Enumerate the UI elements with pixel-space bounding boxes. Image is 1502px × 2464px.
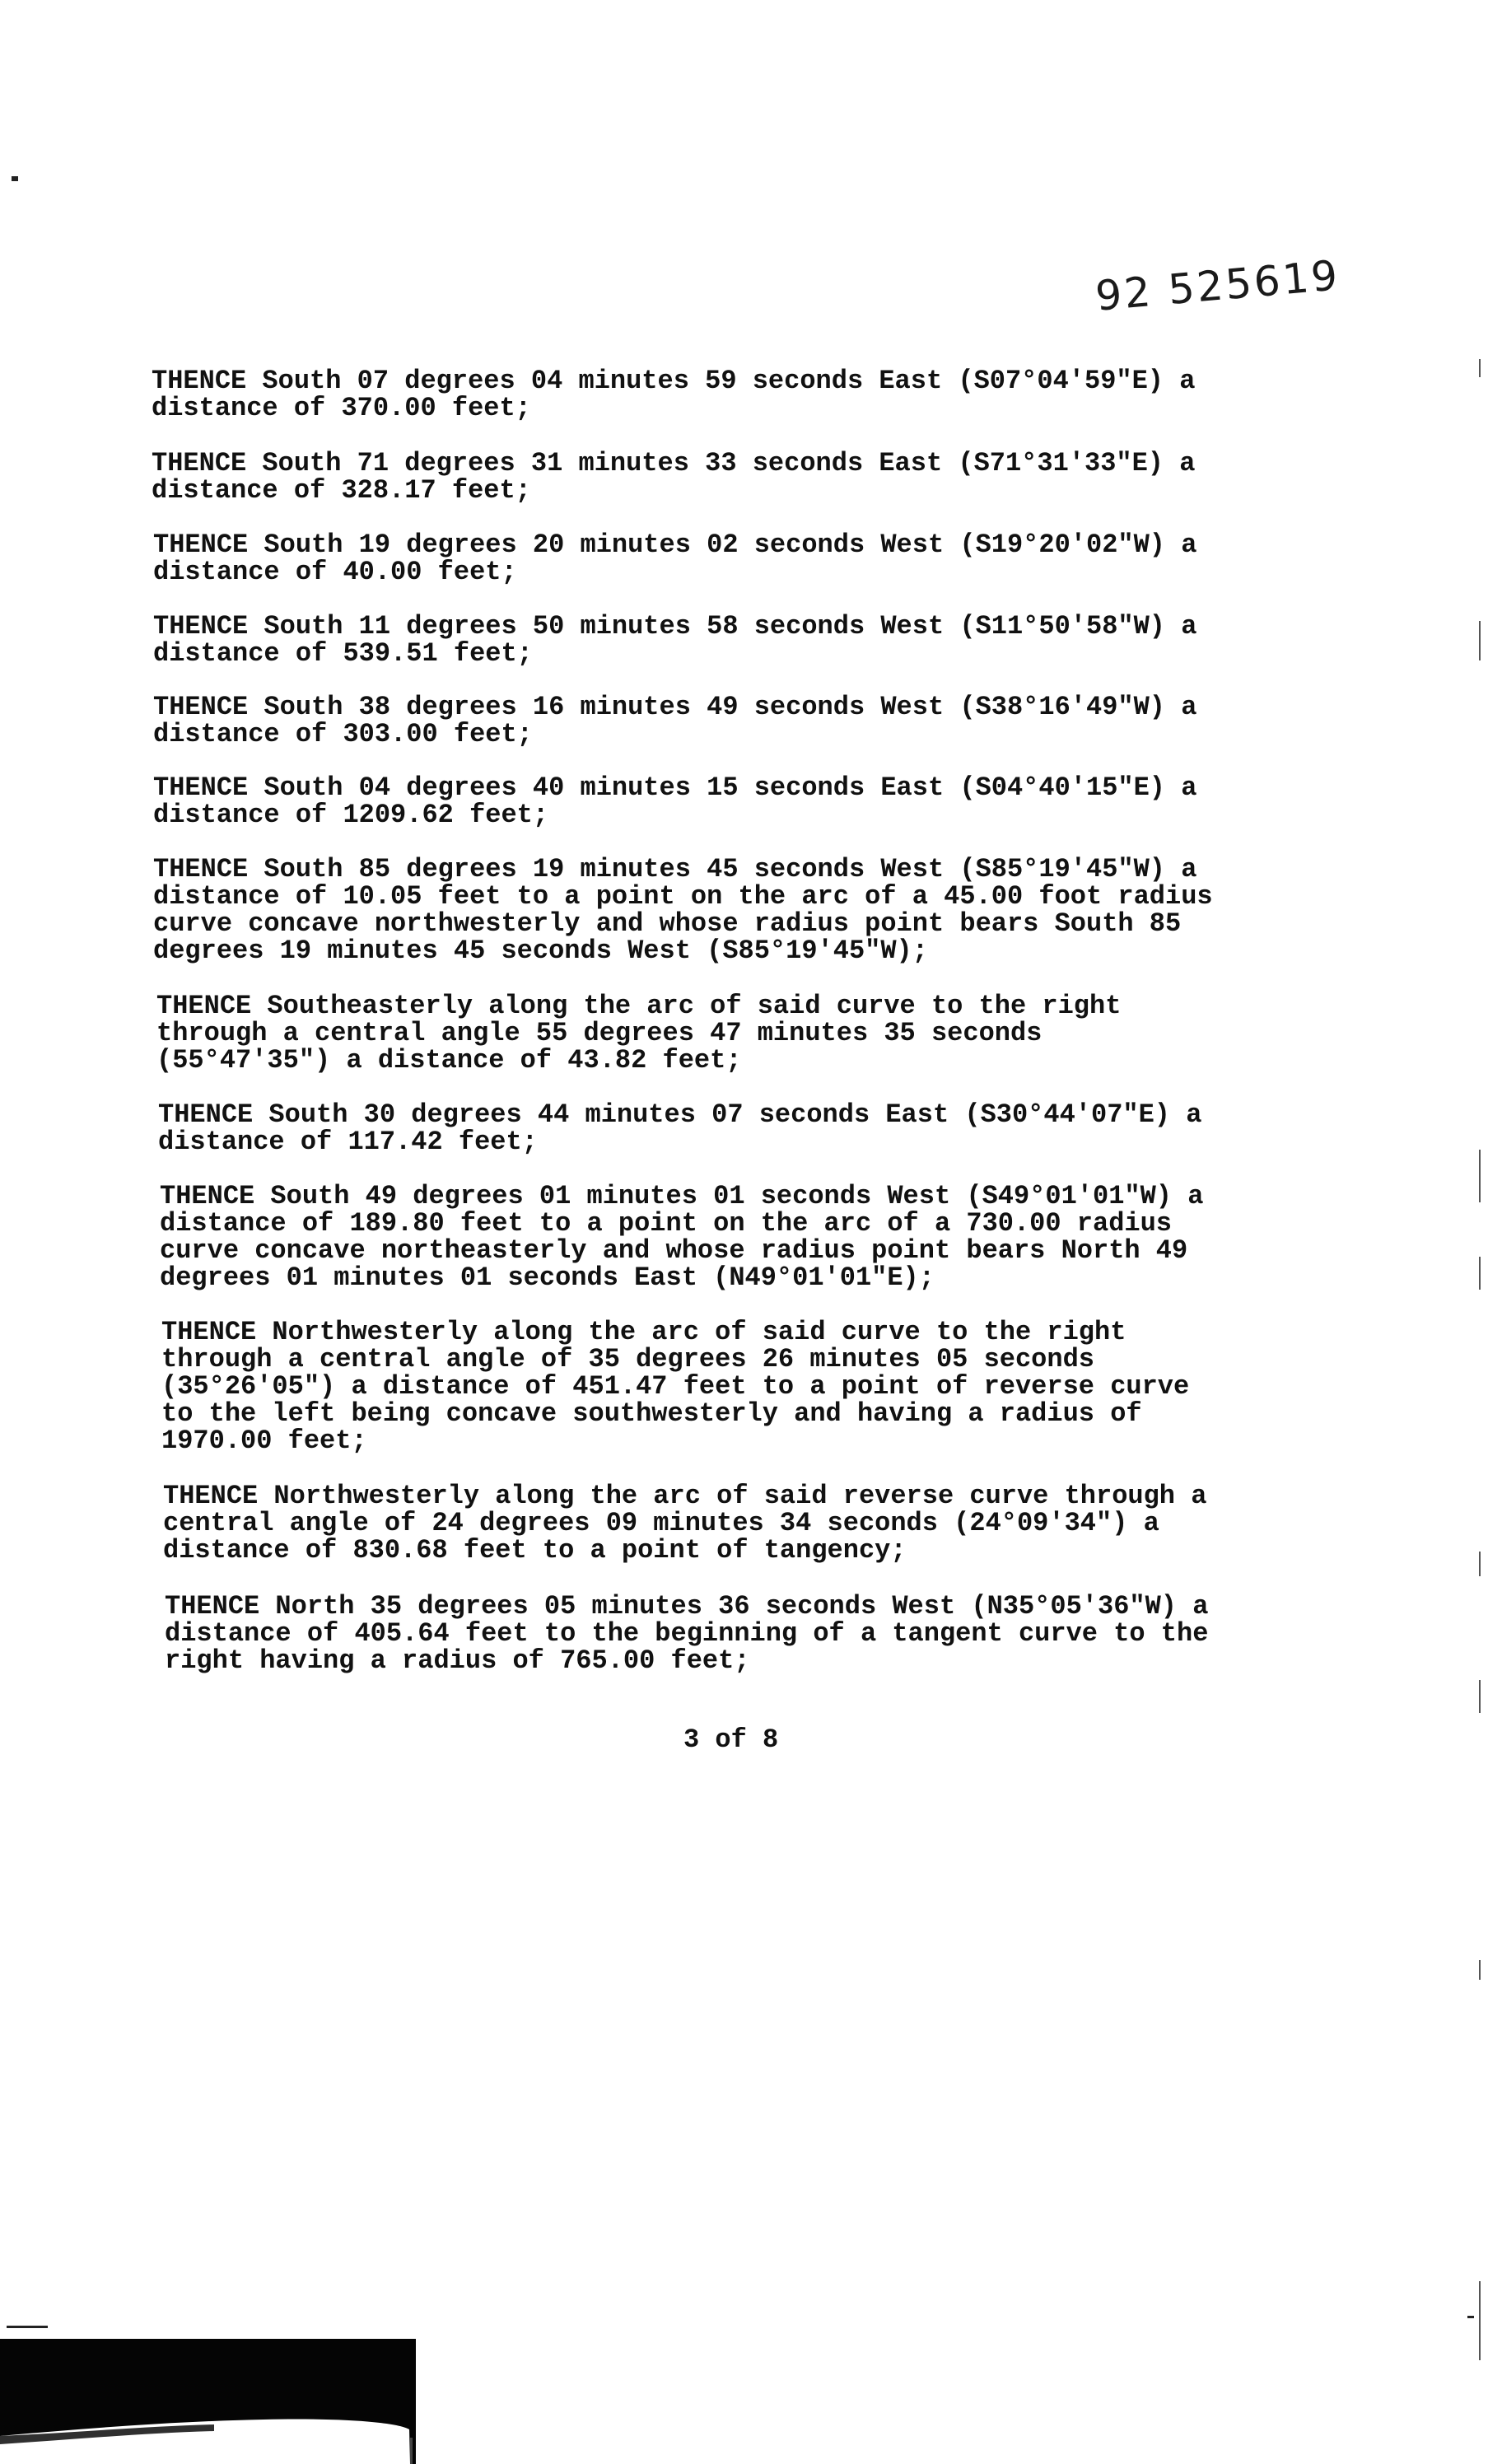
- scan-edge-mark: [1479, 1960, 1481, 1980]
- course-6: THENCE South 04 degrees 40 minutes 15 seconds East (S04°40'15"E) a distance of 1209.62 feet;: [153, 772, 1197, 830]
- scan-edge-mark: [1479, 621, 1481, 660]
- scan-edge-mark: [1479, 1257, 1481, 1290]
- scan-speck: [1467, 2316, 1474, 2318]
- course-11: THENCE Northwesterly along the arc of said curve to the right through a central angle of 35 degrees 26 minutes 05 seconds (35°26'05") a distance of 451.47 feet to a point of reverse curve to the left being concave southwesterly and having a radius of 1970.00 feet;: [161, 1317, 1190, 1456]
- course-9: THENCE South 30 degrees 44 minutes 07 seconds East (S30°44'07"E) a distance of 117.42 feet;: [158, 1099, 1202, 1157]
- scan-edge-mark: [1479, 359, 1481, 377]
- scan-edge-mark: [1479, 1150, 1481, 1202]
- course-13: THENCE North 35 degrees 05 minutes 36 seconds West (N35°05'36"W) a distance of 405.64 feet to the beginning of a tangent curve to the right having a radius of 765.00 feet;: [165, 1591, 1209, 1676]
- page-number: 3 of 8: [683, 1724, 779, 1755]
- scan-edge-mark: [1479, 1552, 1481, 1576]
- course-1: THENCE South 07 degrees 04 minutes 59 seconds East (S07°04'59"E) a distance of 370.00 feet;: [152, 366, 1196, 423]
- scan-speck: [12, 176, 18, 181]
- course-8: THENCE Southeasterly along the arc of said curve to the right through a central angle 55 degrees 47 minutes 35 seconds (55°47'35") a distance of 43.82 feet;: [156, 991, 1122, 1076]
- scan-artifact: [0, 2339, 420, 2464]
- document-number: 92 525619: [1094, 251, 1342, 320]
- course-4: THENCE South 11 degrees 50 minutes 58 seconds West (S11°50'58"W) a distance of 539.51 feet;: [153, 611, 1197, 669]
- course-5: THENCE South 38 degrees 16 minutes 49 seconds West (S38°16'49"W) a distance of 303.00 feet;: [153, 692, 1197, 749]
- scan-speck: [7, 2326, 48, 2328]
- course-7: THENCE South 85 degrees 19 minutes 45 seconds West (S85°19'45"W) a distance of 10.05 feet to a point on the arc of a 45.00 foot radius curve concave northwesterly and whose radius point bears South 85 degrees 19 minutes 45 seconds West (S85°19'45"W);: [153, 854, 1213, 966]
- scan-edge-mark: [1479, 1680, 1481, 1713]
- course-10: THENCE South 49 degrees 01 minutes 01 seconds West (S49°01'01"W) a distance of 189.80 feet to a point on the arc of a 730.00 radius curve concave northeasterly and whose radius point bears North 49 degrees 01 minutes 01 seconds East (N49°01'01"E);: [160, 1181, 1204, 1293]
- course-3: THENCE South 19 degrees 20 minutes 02 seconds West (S19°20'02"W) a distance of 40.00 feet;: [153, 530, 1197, 587]
- course-12: THENCE Northwesterly along the arc of said reverse curve through a central angle of 24 degrees 09 minutes 34 seconds (24°09'34") a distance of 830.68 feet to a point of tangency;: [163, 1481, 1207, 1566]
- scan-edge-mark: [1479, 2281, 1481, 2360]
- course-2: THENCE South 71 degrees 31 minutes 33 seconds East (S71°31'33"E) a distance of 328.17 feet;: [152, 448, 1196, 506]
